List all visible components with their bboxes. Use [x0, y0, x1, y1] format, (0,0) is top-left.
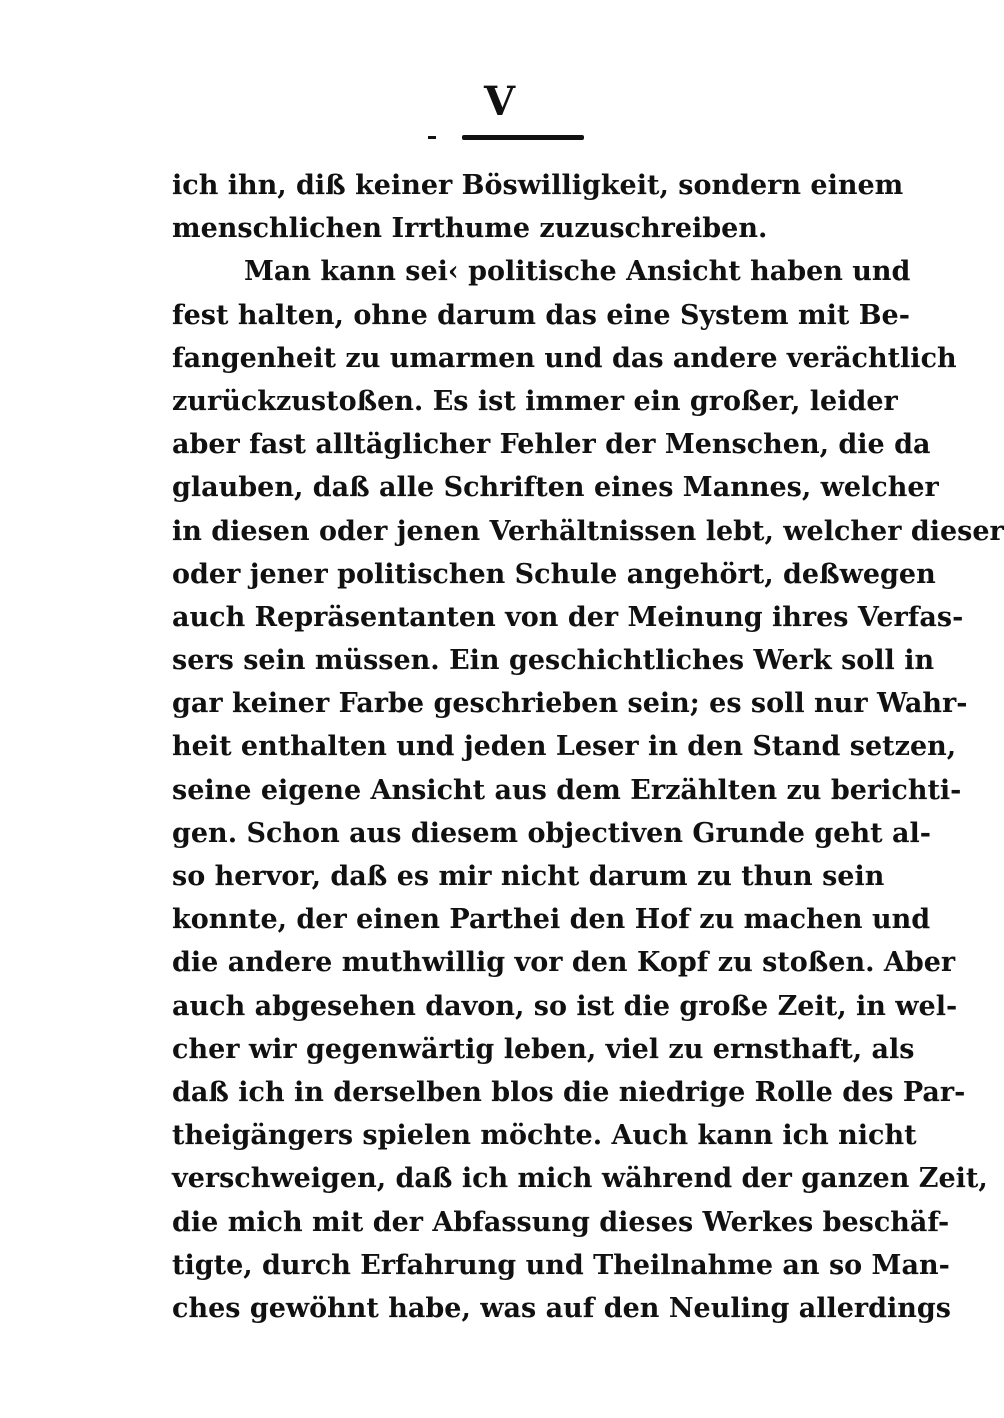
text-line: die andere muthwillig vor den Kopf zu stoßen. Aber	[172, 947, 956, 979]
text-line: die mich mit der Abfassung dieses Werkes beschäf-	[172, 1206, 950, 1238]
text-line: seine eigene Ansicht aus dem Erzählten zu berichti-	[172, 774, 962, 806]
text-line: oder jener politischen Schule angehört, deßwegen	[172, 558, 936, 590]
text-line: so hervor, daß es mir nicht darum zu thun sein	[172, 861, 885, 892]
text-line: ches gewöhnt habe, was auf den Neuling allerdings	[172, 1292, 952, 1324]
text-line: tigte, durch Erfahrung und Theilnahme an so Man-	[172, 1249, 950, 1281]
header-rule-dash	[428, 136, 436, 139]
text-line: zurückzustoßen. Es ist immer ein großer, leider	[172, 385, 898, 417]
text-line: fangenheit zu umarmen und das andere verächtlich	[172, 342, 957, 374]
text-line: konnte, der einen Parthei den Hof zu machen und	[172, 904, 931, 936]
text-line: cher wir gegenwärtig leben, viel zu ernsthaft, als	[172, 1033, 915, 1065]
text-line: in diesen oder jenen Verhältnissen lebt, welcher dieser	[172, 515, 1004, 547]
text-line: daß ich in derselben blos die niedrige Rolle des Par-	[172, 1076, 966, 1108]
text-line: menschlichen Irrthume zuzuschreiben.	[172, 213, 768, 245]
body-text	[172, 164, 1004, 1330]
text-line: Man kann sei‹ politische Ansicht haben und	[244, 256, 911, 288]
text-line: ich ihn, diß keiner Böswilligkeit, sondern einem	[172, 170, 904, 201]
text-line: auch abgesehen davon, so ist die große Zeit, in wel-	[172, 990, 958, 1022]
text-line: aber fast alltäglicher Fehler der Menschen, die da	[172, 429, 931, 461]
text-line: auch Repräsentanten von der Meinung ihres Verfas-	[172, 601, 964, 633]
text-line: heit enthalten und jeden Leser in den Stand setzen,	[172, 731, 957, 763]
header-rule	[462, 135, 584, 140]
text-line: sers sein müssen. Ein geschichtliches Werk soll in	[172, 645, 935, 677]
page-number: V	[483, 78, 517, 125]
text-line: gen. Schon aus diesem objectiven Grunde geht al-	[172, 817, 931, 849]
text-line: gar keiner Farbe geschrieben sein; es soll nur Wahr-	[172, 688, 968, 720]
text-line: verschweigen, daß ich mich während der ganzen Zeit,	[172, 1163, 988, 1195]
text-line: theigängers spielen möchte. Auch kann ich nicht	[172, 1120, 917, 1152]
text-line: fest halten, ohne darum das eine System mit Be-	[172, 299, 910, 331]
text-line: glauben, daß alle Schriften eines Mannes, welcher	[172, 472, 939, 504]
